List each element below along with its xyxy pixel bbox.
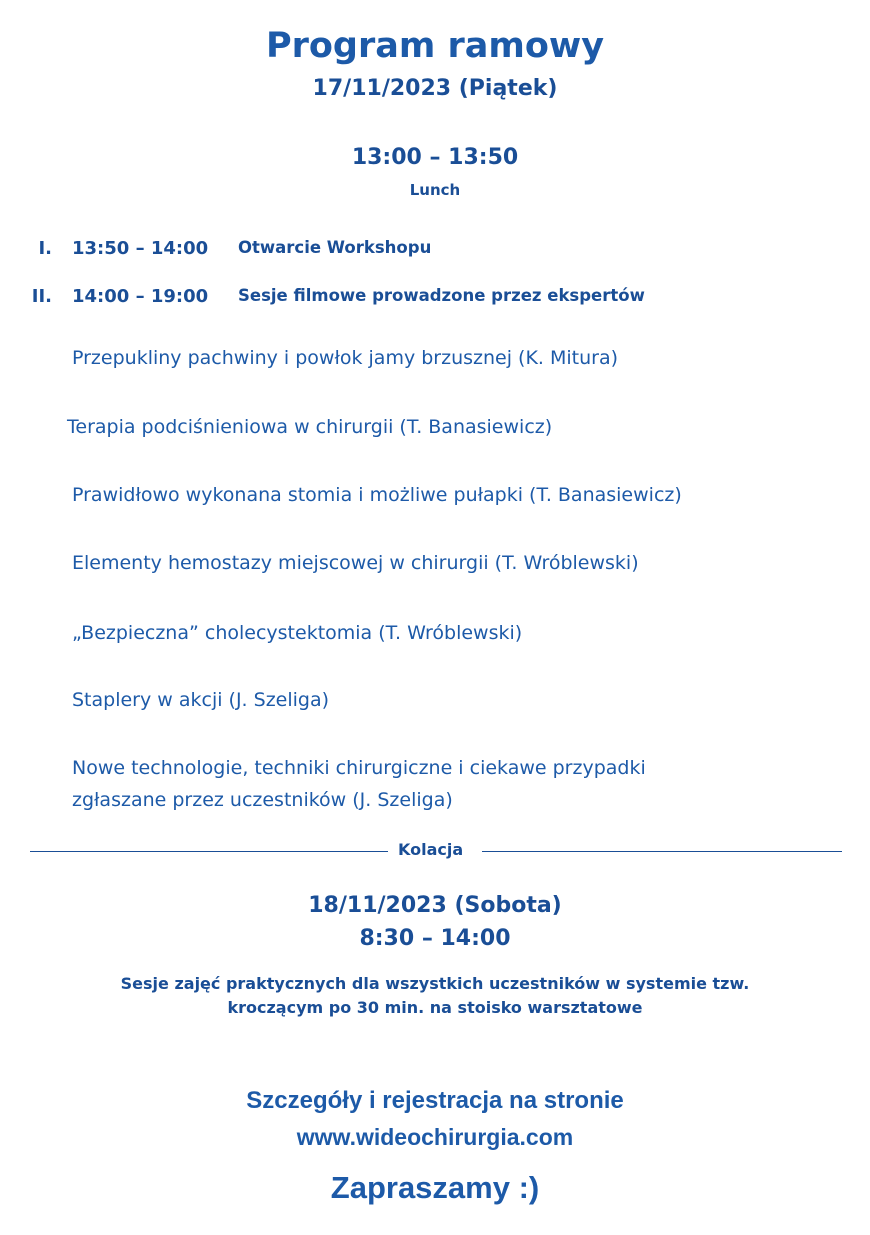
divider-line-right (482, 851, 842, 852)
agenda-number: II. (31, 286, 52, 307)
session-item: Nowe technologie, techniki chirurgiczne i ciekawe przypadki (72, 757, 646, 779)
day2-date: 18/11/2023 (Sobota) (308, 893, 562, 918)
dinner-divider (30, 838, 842, 866)
session-item: Prawidłowo wykonana stomia i możliwe pułapki (T. Banasiewicz) (72, 484, 682, 506)
session-item: Przepukliny pachwiny i powłok jamy brzusznej (K. Mitura) (72, 347, 619, 369)
website-link[interactable]: www.wideochirurgia.com (296, 1124, 574, 1150)
session-item: Staplery w akcji (J. Szeliga) (72, 689, 330, 711)
session-item: Elementy hemostazy miejscowej w chirurgii (T. Wróblewski) (72, 552, 639, 574)
day2-time: 8:30 – 14:00 (359, 926, 511, 951)
session-item: Terapia podciśnieniowa w chirurgii (T. Banasiewicz) (67, 416, 553, 438)
dinner-label: Kolacja (398, 840, 464, 859)
divider-line-left (30, 851, 388, 852)
agenda-label: Sesje filmowe prowadzone przez ekspertów (238, 286, 645, 305)
day2-description-line: kroczącym po 30 min. na stoisko warsztatowe (227, 998, 643, 1017)
day2-description-line: Sesje zajęć praktycznych dla wszystkich uczestników w systemie tzw. (120, 974, 750, 993)
registration-info: Szczegóły i rejestracja na stronie (246, 1087, 624, 1114)
lunch-label: Lunch (409, 181, 461, 199)
lunch-time: 13:00 – 13:50 (351, 145, 519, 170)
agenda-number: I. (38, 238, 52, 259)
page-title: Program ramowy (265, 26, 605, 66)
day1-date: 17/11/2023 (Piątek) (312, 76, 558, 101)
agenda-label: Otwarcie Workshopu (238, 238, 432, 257)
agenda-time: 13:50 – 14:00 (72, 238, 209, 259)
session-item-continued: zgłaszane przez uczestników (J. Szeliga) (72, 789, 453, 811)
invitation-text: Zapraszamy :) (330, 1170, 540, 1205)
day2-description (0, 972, 870, 1020)
agenda-time: 14:00 – 19:00 (72, 286, 209, 307)
session-item: „Bezpieczna” cholecystektomia (T. Wróblewski) (72, 622, 523, 644)
